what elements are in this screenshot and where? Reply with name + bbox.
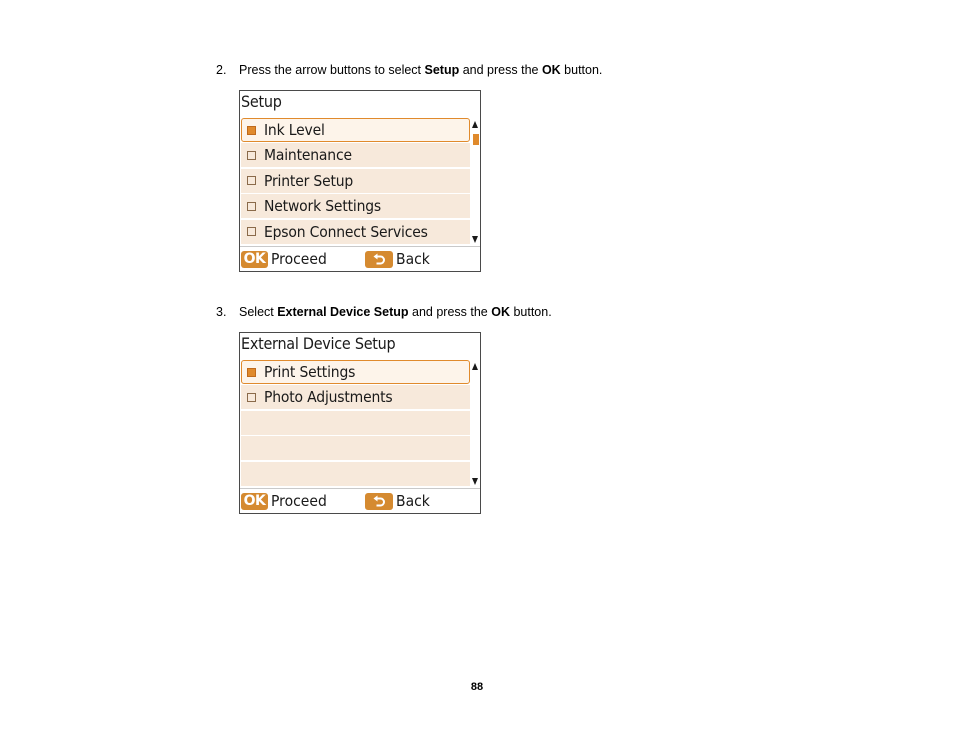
menu-item-print-settings[interactable] <box>241 360 470 384</box>
step-number: 2. <box>216 63 227 77</box>
menu-item-printer-setup[interactable] <box>241 169 470 193</box>
menu-list <box>241 118 470 245</box>
proceed-label: Proceed <box>271 492 327 510</box>
menu-item-label: Network Settings <box>264 197 382 216</box>
back-label: Back <box>396 492 430 510</box>
step-text: Press the arrow buttons to select <box>239 63 425 77</box>
bullet-icon <box>247 368 256 377</box>
scrollbar[interactable] <box>471 119 480 243</box>
ok-key-icon[interactable]: OK <box>241 251 268 268</box>
step-text: and press the <box>408 305 492 319</box>
menu-item-empty <box>241 436 470 460</box>
menu-item-network-settings[interactable] <box>241 194 470 218</box>
step-text: button. <box>509 305 552 319</box>
screen-title: External Device Setup <box>241 334 396 353</box>
screen-footer <box>240 246 480 271</box>
menu-item-label: Photo Adjustments <box>264 388 393 407</box>
bullet-icon <box>247 202 256 211</box>
bullet-icon <box>247 126 256 135</box>
menu-item-ink-level[interactable] <box>241 118 470 142</box>
step-bold-term: OK <box>541 63 561 77</box>
menu-item-label: Maintenance <box>264 146 352 165</box>
page-number: 88 <box>470 681 484 693</box>
triangle-down-icon[interactable] <box>472 478 478 485</box>
step-2-instruction <box>216 62 602 78</box>
menu-item-empty <box>241 411 470 435</box>
lcd-screen-setup <box>239 90 481 272</box>
step-number: 3. <box>216 305 227 319</box>
menu-list <box>241 360 470 487</box>
triangle-up-icon[interactable] <box>472 121 478 128</box>
step-text: and press the <box>459 63 542 77</box>
scroll-thumb[interactable] <box>473 134 479 145</box>
step-bold-term: Setup <box>424 63 460 77</box>
step-bold-term: OK <box>491 305 510 319</box>
bullet-icon <box>247 176 256 185</box>
screen-footer <box>240 488 480 513</box>
back-key[interactable] <box>365 251 393 268</box>
step-text: Select <box>239 305 278 319</box>
scrollbar[interactable] <box>471 361 480 485</box>
return-arrow-icon <box>372 495 386 508</box>
menu-item-label: Epson Connect Services <box>264 222 428 241</box>
step-bold-term: External Device Setup <box>277 305 409 319</box>
menu-item-label: Ink Level <box>263 121 325 139</box>
bullet-icon <box>247 227 256 236</box>
menu-item-maintenance[interactable] <box>241 143 470 167</box>
menu-item-label: Printer Setup <box>264 171 354 190</box>
back-label: Back <box>396 250 430 268</box>
lcd-screen-external-device-setup <box>239 332 481 514</box>
screen-title: Setup <box>241 92 282 111</box>
menu-item-photo-adjustments[interactable] <box>241 385 470 409</box>
bullet-icon <box>247 393 256 402</box>
menu-item-label: Print Settings <box>263 363 355 381</box>
menu-item-empty <box>241 462 470 486</box>
bullet-icon <box>247 151 256 160</box>
triangle-up-icon[interactable] <box>472 363 478 370</box>
step-text: button. <box>560 63 603 77</box>
return-arrow-icon <box>372 253 386 266</box>
step-3-instruction <box>216 304 552 320</box>
menu-item-epson-connect-services[interactable] <box>241 220 470 244</box>
ok-key-icon[interactable]: OK <box>241 493 268 510</box>
triangle-down-icon[interactable] <box>472 236 478 243</box>
proceed-label: Proceed <box>271 250 327 268</box>
back-key[interactable] <box>365 493 393 510</box>
